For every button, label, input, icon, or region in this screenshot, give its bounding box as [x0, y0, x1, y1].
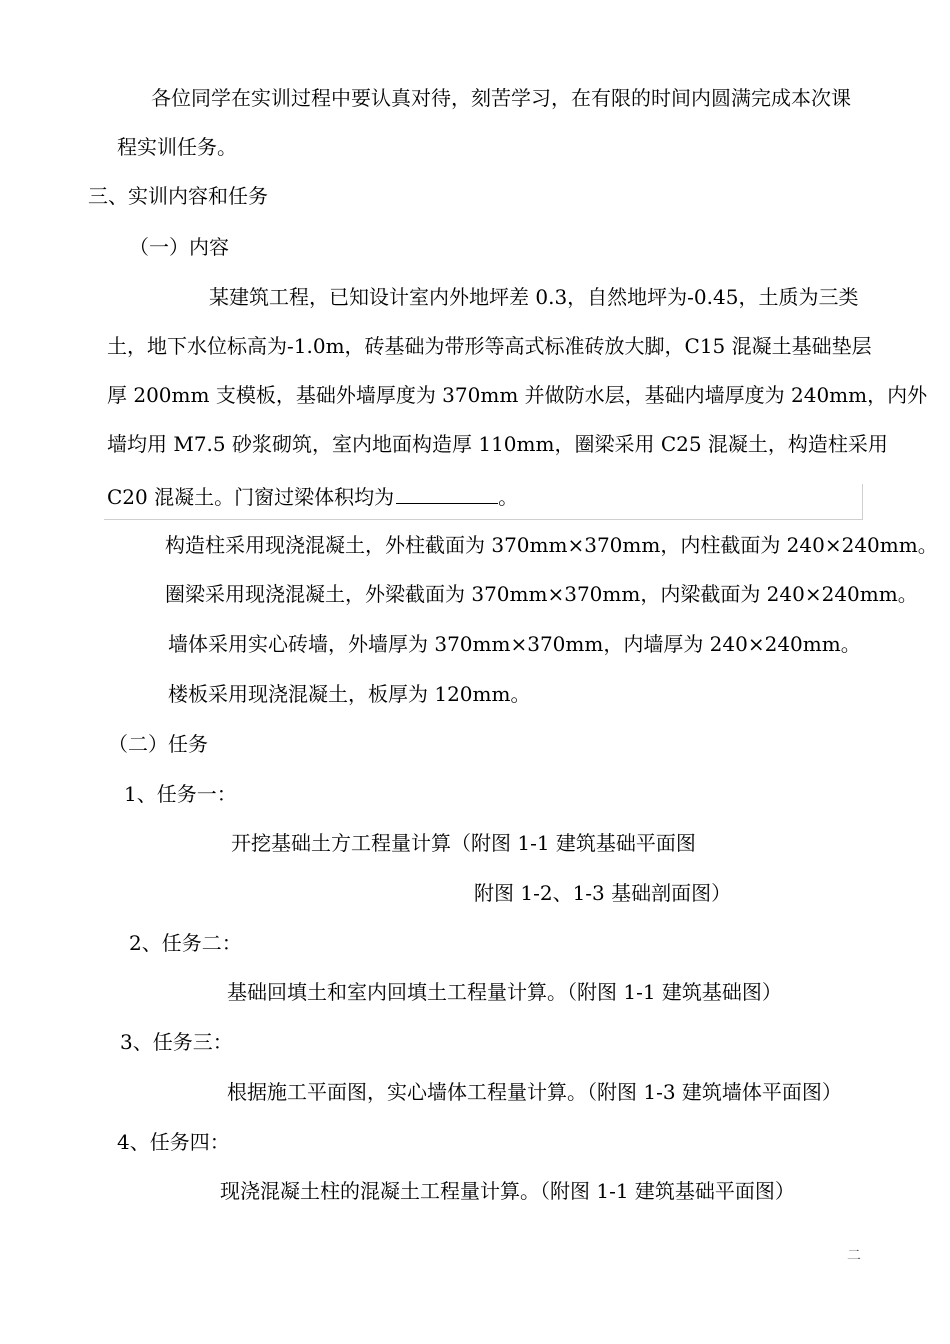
spec-slab: 楼板采用现浇混凝土，板厚为 120mm。: [168, 682, 531, 706]
description-line-5-text: C20 混凝土。门窗过梁体积均为: [107, 485, 395, 509]
task-3-detail: 根据施工平面图，实心墙体工程量计算。（附图 1-3 建筑墙体平面图）: [227, 1080, 842, 1104]
intro-line-2: 程实训任务。: [117, 135, 237, 159]
description-line-4: 墙均用 M7.5 砂浆砌筑，室内地面构造厚 110mm，圈梁采用 C25 混凝土，构造柱采用: [107, 432, 888, 456]
spec-beam: 圈梁采用现浇混凝土，外梁截面为 370mm×370mm，内梁截面为 240×240mm。: [165, 582, 918, 606]
description-line-3: 厚 200mm 支模板，基础外墙厚度为 370mm 并做防水层，基础内墙厚度为 240mm，内外: [107, 383, 928, 407]
description-line-2: 土，地下水位标高为-1.0m，砖基础为带形等高式标准砖放大脚，C15 混凝土基础垫层: [107, 334, 872, 358]
description-line-5-end: 。: [498, 485, 519, 509]
task-2-detail: 基础回填土和室内回填土工程量计算。（附图 1-1 建筑基础图）: [227, 980, 782, 1004]
frame-divider-bottom: [104, 519, 862, 520]
description-line-1: 某建筑工程，已知设计室内外地坪差 0.3，自然地坪为-0.45，土质为三类: [209, 285, 859, 309]
description-line-5: [107, 481, 518, 511]
spec-column: 构造柱采用现浇混凝土，外柱截面为 370mm×370mm，内柱截面为 240×240mm。: [165, 533, 938, 557]
task-3-title: 3、任务三：: [120, 1030, 233, 1054]
spec-wall: 墙体采用实心砖墙，外墙厚为 370mm×370mm，内墙厚为 240×240mm。: [168, 632, 861, 656]
task-1-detail-continued: 附图 1-2、1-3 基础剖面图）: [474, 881, 732, 905]
frame-divider-right: [862, 484, 863, 520]
tasks-heading: （二）任务: [108, 732, 208, 756]
page-number: 二: [847, 1248, 861, 1264]
task-2-title: 2、任务二：: [129, 931, 242, 955]
task-1-title: 1、任务一：: [124, 782, 237, 806]
fill-in-blank: [396, 481, 498, 504]
section-3-heading: 三、实训内容和任务: [88, 184, 268, 208]
task-4-title: 4、任务四：: [117, 1130, 230, 1154]
content-heading: （一）内容: [129, 235, 229, 259]
task-1-detail: 开挖基础土方工程量计算（附图 1-1 建筑基础平面图: [231, 831, 696, 855]
intro-line-1: 各位同学在实训过程中要认真对待，刻苦学习，在有限的时间内圆满完成本次课: [151, 86, 851, 110]
task-4-detail: 现浇混凝土柱的混凝土工程量计算。（附图 1-1 建筑基础平面图）: [220, 1179, 795, 1203]
